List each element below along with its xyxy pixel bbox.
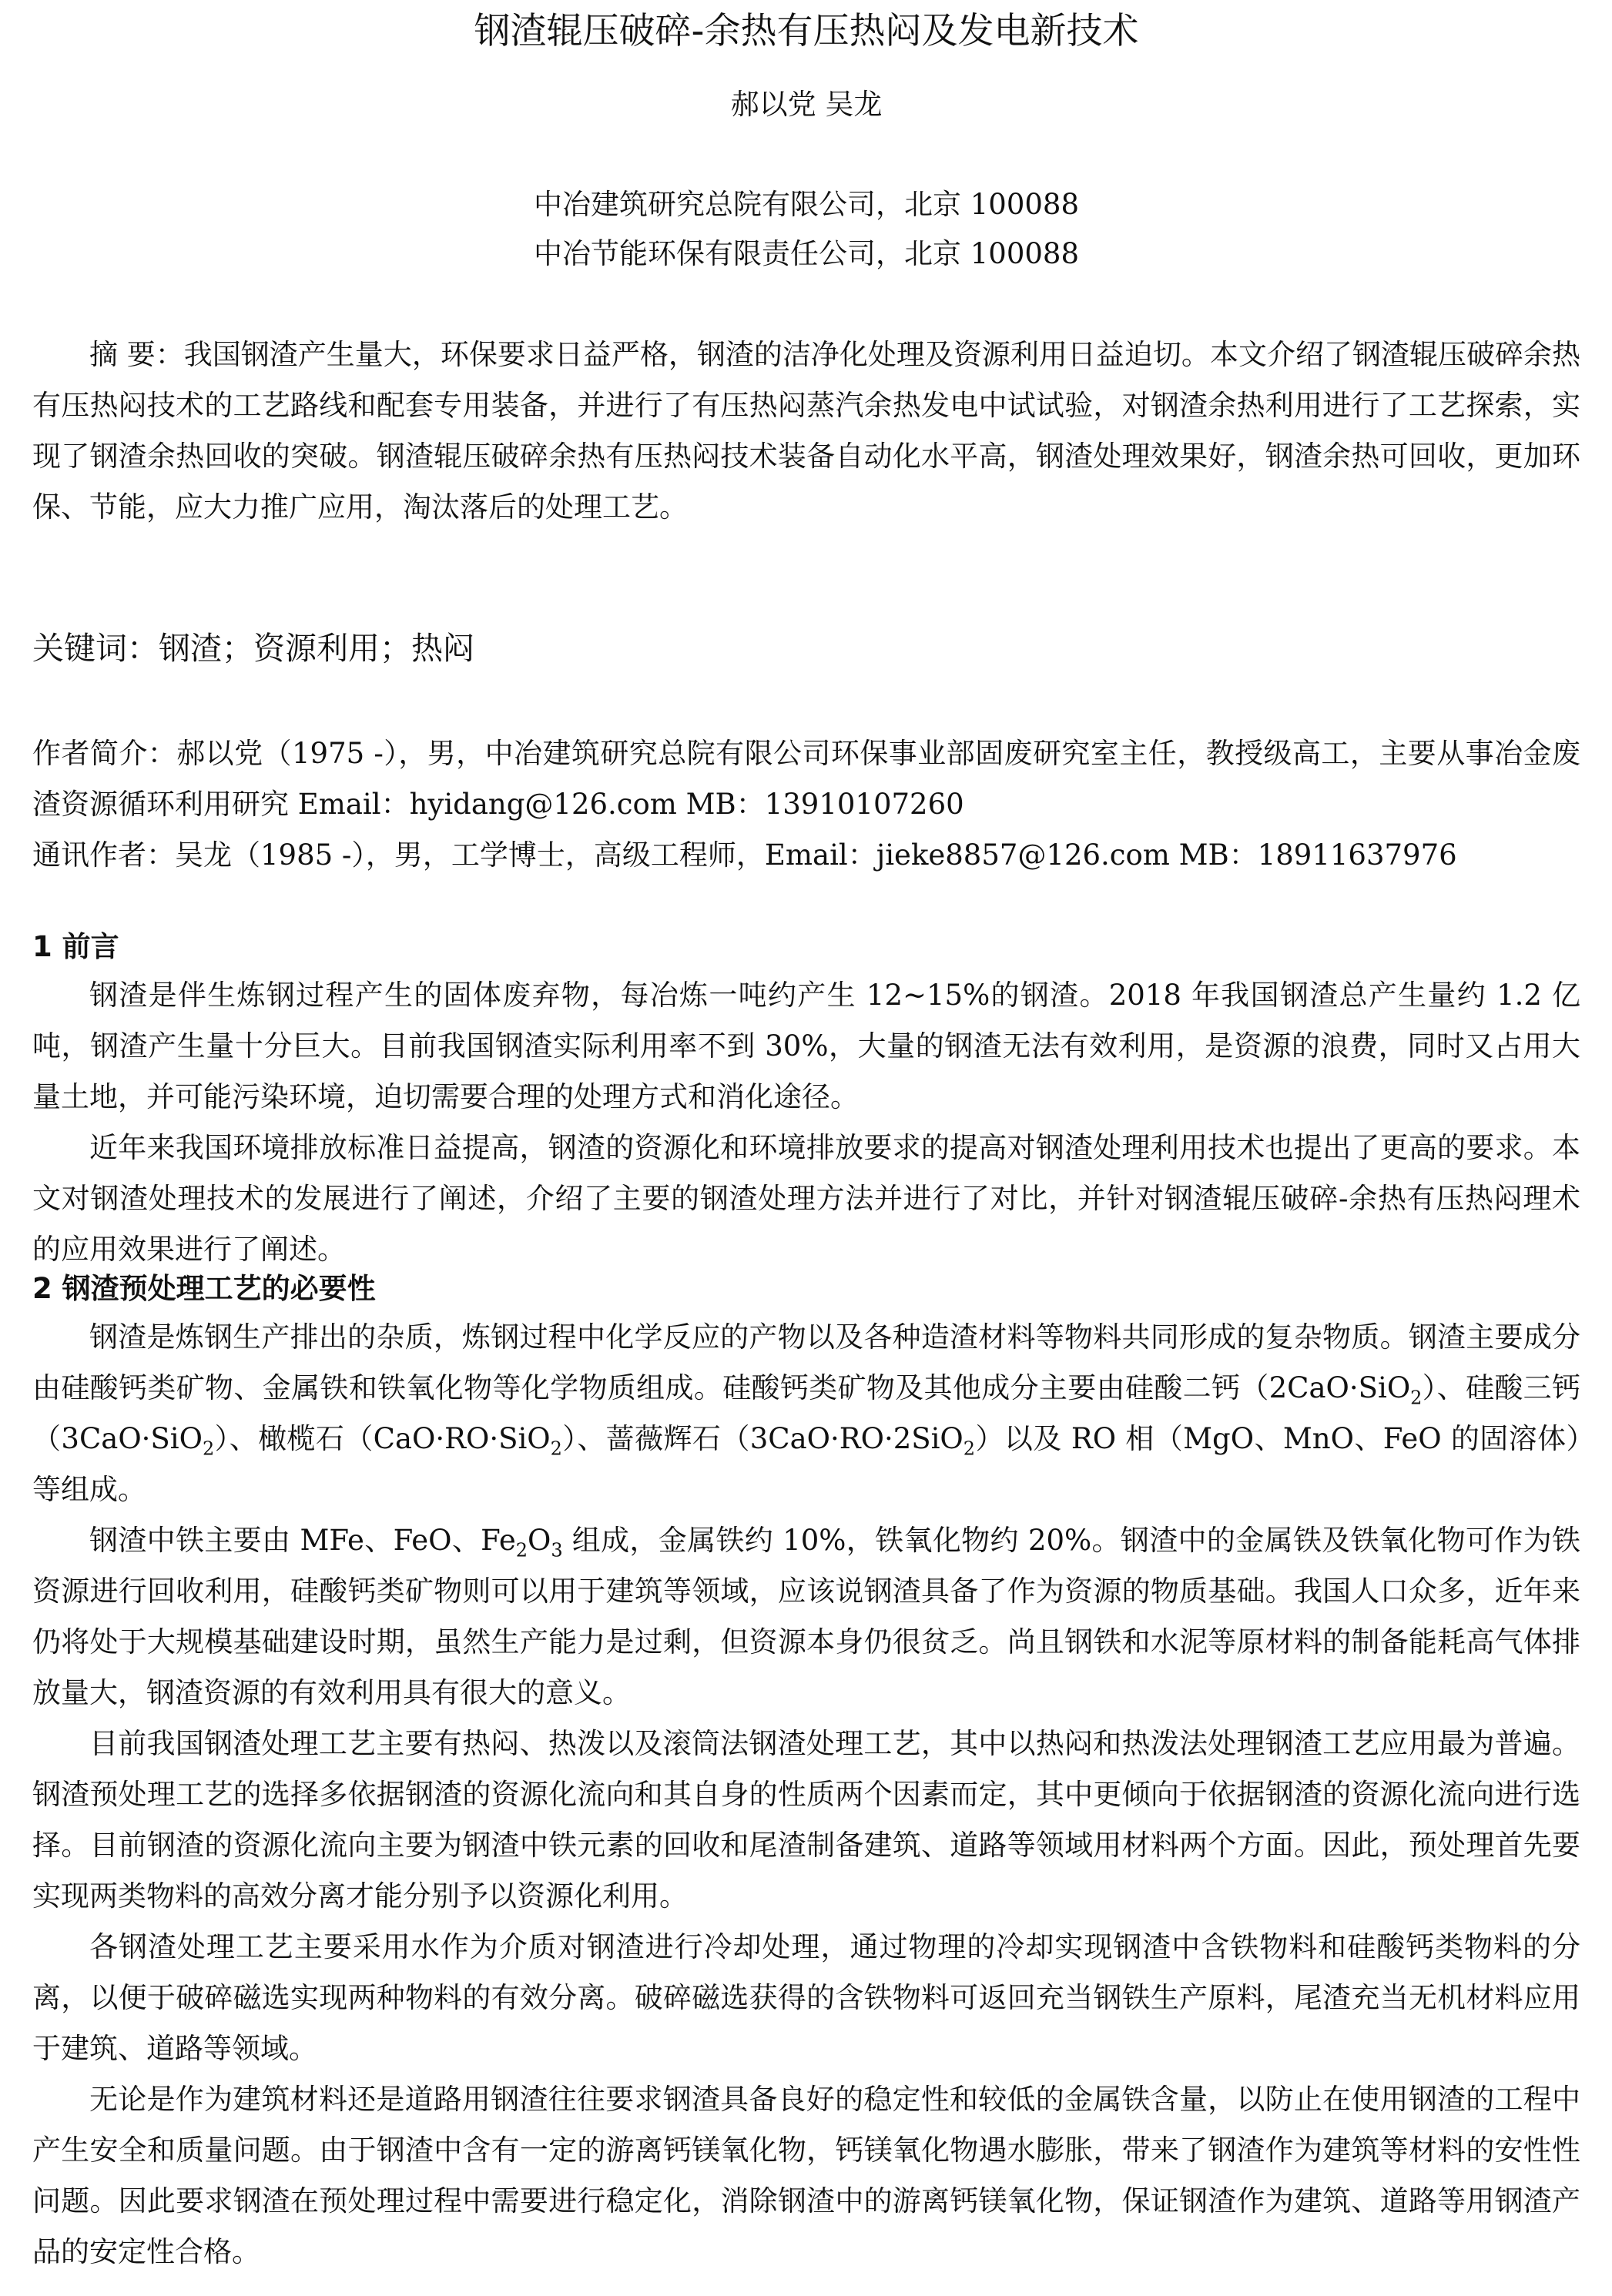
affiliation-2: 中冶节能环保有限责任公司，北京 100088	[533, 237, 1079, 270]
section-1-body	[32, 970, 1580, 1275]
section-heading-1: 1 前言	[32, 930, 119, 963]
section-2-body	[32, 1312, 1580, 2278]
section-heading-2: 2 钢渣预处理工艺的必要性	[32, 1272, 376, 1305]
author-bio	[32, 728, 1580, 881]
paragraph-composition	[32, 1312, 1580, 1515]
text-run: ）、硅酸三钙（3CaO·SiO	[32, 1371, 1580, 1455]
paragraph: 目前我国钢渣处理工艺主要有热闷、热泼以及滚筒法钢渣处理工艺，其中以热闷和热泼法处理钢渣工艺应用最为普遍。钢渣预处理工艺的选择多依据钢渣的资源化流向和其自身的性质两个因素而定，其中更倾向于依据钢渣的资源化流向进行选择。目前钢渣的资源化流向主要为钢渣中铁元素的回收和尾渣制备建筑、道路等领域用材料两个方面。因此，预处理首先要实现两类物料的高效分离才能分别予以资源化利用。	[32, 1727, 1580, 1913]
paragraph: 钢渣是伴生炼钢过程产生的固体废弃物，每冶炼一吨约产生 12~15%的钢渣。2018 年我国钢渣总产生量约 1.2 亿吨，钢渣产生量十分巨大。目前我国钢渣实际利用率不到 30%，大量的钢渣无法有效利用，是资源的浪费，同时又占用大量土地，并可能污染环境，迫切需要合理的处理方式和消化途径。	[32, 979, 1580, 1113]
paragraph: 各钢渣处理工艺主要采用水作为介质对钢渣进行冷却处理，通过物理的冷却实现钢渣中含铁物料和硅酸钙类物料的分离，以便于破碎磁选实现两种物料的有效分离。破碎磁选获得的含铁物料可返回充当钢铁生产原料，尾渣充当无机材料应用于建筑、道路等领域。	[32, 1930, 1580, 2065]
keywords-label: 关键词：	[32, 630, 159, 667]
text-run: ）以及 RO 相（MgO、MnO、FeO 的固溶体）等组成。	[32, 1422, 1580, 1506]
subscript: 2	[1410, 1387, 1423, 1409]
subscript: 3	[551, 1539, 563, 1561]
text-run: 组成，金属铁约 10%，铁氧化物约 20%。钢渣中的金属铁及铁氧化物可作为铁资源进行回收利用，硅酸钙类矿物则可以用于建筑等领域，应该说钢渣具备了作为资源的物质基础。我国人口众多，近年来仍将处于大规模基础建设时期，虽然生产能力是过剩，但资源本身仍很贫乏。尚且钢铁和水泥等原材料的制备能耗高气体排放量大，钢渣资源的有效利用具有很大的意义。	[32, 1524, 1580, 1709]
subscript: 2	[515, 1539, 528, 1561]
keywords-text: 钢渣；资源利用；热闷	[159, 630, 474, 667]
keywords	[32, 625, 474, 671]
author-list: 郝以党 吴龙	[730, 88, 883, 121]
affiliation-1: 中冶建筑研究总院有限公司，北京 100088	[533, 188, 1079, 221]
subscript: 2	[202, 1438, 215, 1460]
text-run: O	[528, 1524, 551, 1557]
corresponding-author-line: 通讯作者：吴龙（1985 -），男，工学博士，高级工程师，Email：jieke8857@126.com MB：18911637976	[32, 838, 1457, 872]
paragraph: 无论是作为建筑材料还是道路用钢渣往往要求钢渣具备良好的稳定性和较低的金属铁含量，以防止在使用钢渣的工程中产生安全和质量问题。由于钢渣中含有一定的游离钙镁氧化物，钙镁氧化物遇水膨胀，带来了钢渣作为建筑等材料的安性性问题。因此要求钢渣在预处理过程中需要进行稳定化，消除钢渣中的游离钙镁氧化物，保证钢渣作为建筑、道路等用钢渣产品的安定性合格。	[32, 2083, 1580, 2268]
subscript: 2	[963, 1438, 976, 1460]
text-run: 钢渣中铁主要由 MFe、FeO、Fe	[89, 1524, 516, 1557]
abstract	[32, 330, 1580, 533]
abstract-text: 我国钢渣产生量大，环保要求日益严格，钢渣的洁净化处理及资源利用日益迫切。本文介绍了钢渣辊压破碎余热有压热闷技术的工艺路线和配套专用装备，并进行了有压热闷蒸汽余热发电中试试验，对钢渣余热利用进行了工艺探索，实现了钢渣余热回收的突破。钢渣辊压破碎余热有压热闷技术装备自动化水平高，钢渣处理效果好，钢渣余热可回收，更加环保、节能，应大力推广应用，淘汰落后的处理工艺。	[32, 338, 1580, 524]
text-run: ）、橄榄石（CaO·RO·SiO	[214, 1422, 551, 1455]
abstract-label: 摘 要：	[89, 338, 184, 371]
paper-title: 钢渣辊压破碎-余热有压热闷及发电新技术	[474, 10, 1139, 52]
text-run: ）、蔷薇辉石（3CaO·RO·2SiO	[561, 1422, 964, 1455]
subscript: 2	[550, 1438, 562, 1460]
text-run: 钢渣是炼钢生产排出的杂质，炼钢过程中化学反应的产物以及各种造渣材料等物料共同形成的复杂物质。钢渣主要成分由硅酸钙类矿物、金属铁和铁氧化物等化学物质组成。硅酸钙类矿物及其他成分主要由硅酸二钙（2CaO·SiO	[32, 1320, 1580, 1404]
paragraph: 近年来我国环境排放标准日益提高，钢渣的资源化和环境排放要求的提高对钢渣处理利用技术也提出了更高的要求。本文对钢渣处理技术的发展进行了阐述，介绍了主要的钢渣处理方法并进行了对比，并针对钢渣辊压破碎-余热有压热闷理术的应用效果进行了阐述。	[32, 1131, 1580, 1266]
author-bio-line: 作者简介：郝以党（1975 -），男，中冶建筑研究总院有限公司环保事业部固废研究室主任，教授级高工，主要从事冶金废渣资源循环利用研究 Email：hyidang@126.com MB：13910107260	[32, 737, 1580, 821]
paragraph-iron	[32, 1515, 1580, 1719]
